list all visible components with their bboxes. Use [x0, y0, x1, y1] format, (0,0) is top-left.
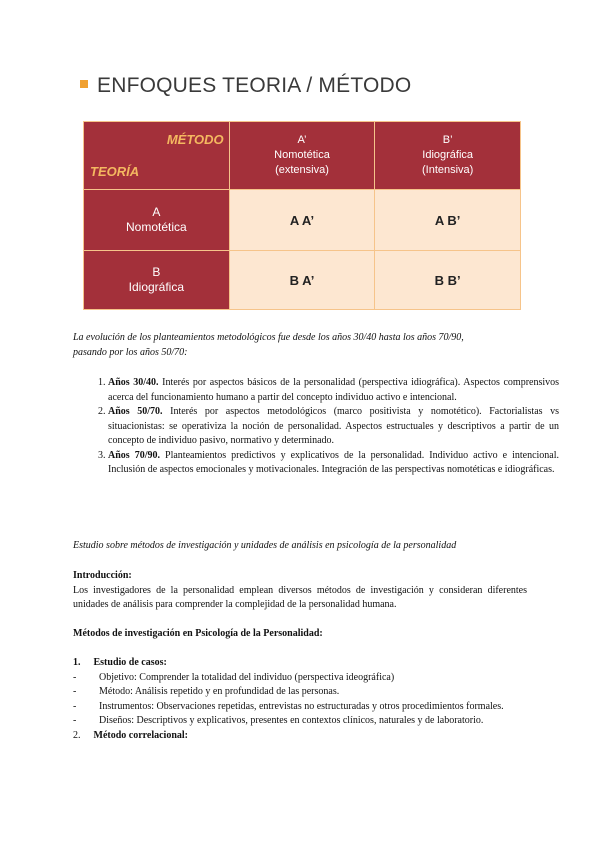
cell-ba: B A’ — [229, 251, 375, 310]
case-study-list — [73, 671, 527, 729]
col2-type: (Intensiva) — [421, 164, 474, 176]
year-label: Años 30/40. — [108, 377, 159, 388]
corr-number: 2. — [73, 729, 81, 741]
col-header-idiografica — [375, 122, 521, 190]
row-header-idiografica — [84, 251, 230, 310]
cell-aa: A A’ — [229, 190, 375, 251]
orange-square-bullet — [80, 80, 88, 88]
list-item: - Instrumentos: Observaciones repetidas, entrevistas no estructuradas y otros procedimientos formales. — [73, 700, 527, 715]
col2-code: B’ — [442, 134, 453, 146]
theory-method-matrix — [83, 121, 521, 310]
case-title: Estudio de casos: — [93, 657, 167, 668]
years-list — [76, 376, 559, 478]
list-item — [108, 449, 559, 478]
introduction-text: Los investigadores de la personalidad emplean diversos métodos de investigación y consideran diferentes unidades de análisis para comprender la complejidad de la personalidad humana. — [73, 584, 527, 610]
study-title: Estudio sobre métodos de investigación y unidades de análisis en psicología de la personalidad — [73, 540, 457, 551]
case-number: 1. — [73, 657, 81, 668]
evolution-intro: La evolución de los planteamientos metodológicos fue desde los años 30/40 hasta los años 70/90, pasando por los años 50/70: — [73, 332, 464, 358]
year-text: Planteamientos predictivos y explicativos de la personalidad. Individuo activo e intencional. Inclusión de aspectos emocionales y motivacionales. Integración de las perspectivas nomotéticas e idiográficas. — [108, 449, 560, 475]
case-study-title — [73, 656, 527, 671]
list-item — [108, 405, 559, 449]
year-text: Interés por aspectos básicos de la personalidad (perspectiva idiográfica). Aspectos comprensivos acerca del funcionamiento humano a partir del concepto individuo activo e intencional. — [108, 377, 560, 403]
row-header-nomotetica — [84, 190, 230, 251]
matrix-corner-cell — [84, 122, 230, 190]
row2-name: Idiográfica — [128, 280, 185, 294]
list-item — [108, 376, 559, 405]
cell-bb: B B’ — [375, 251, 521, 310]
methods-heading-text: Métodos de investigación en Psicología de la Personalidad: — [73, 628, 323, 639]
row1-name: Nomotética — [125, 220, 187, 234]
corr-title: Método correlacional: — [93, 729, 189, 741]
year-text: Interés por aspectos metodológicos (marco positivista y nomotético). Factorialistas vs situacionistas: se operativiza la noción de personalidad. Aspectos estructuales y descriptivos a partir de un concepto de individuo pasivo, normativo y determinado. — [108, 406, 560, 446]
year-label: Años 70/90. — [108, 449, 160, 461]
heading-text: ENFOQUES TEORIA / MÉTODO — [97, 74, 412, 97]
col1-code: A’ — [297, 134, 307, 146]
methods-heading — [73, 627, 527, 642]
col-header-nomotetica — [229, 122, 375, 190]
introduction-section — [73, 569, 527, 613]
section-heading — [80, 74, 411, 98]
col1-type: (extensiva) — [275, 164, 329, 176]
list-item: - Objetivo: Comprender la totalidad del individuo (perspectiva ideográfica) — [73, 671, 527, 686]
col1-name: Nomotética — [274, 149, 330, 161]
list-item: - Método: Análisis repetido y en profundidad de las personas. — [73, 685, 527, 700]
list-item: - Diseños: Descriptivos y explicativos, presentes en contextos clínicos, naturales y de laboratorio. — [73, 714, 527, 729]
correlational-title — [73, 729, 527, 744]
introduction-heading: Introducción: — [73, 570, 132, 581]
year-label: Años 50/70. — [108, 406, 163, 417]
row2-code: B — [152, 265, 161, 279]
col2-name: Idiográfica — [422, 149, 474, 161]
row1-code: A — [152, 205, 161, 219]
corner-col-label: MÉTODO — [166, 132, 224, 147]
cell-ab: A B’ — [375, 190, 521, 251]
case-study-section — [73, 656, 527, 743]
corner-row-label: TEORÍA — [90, 164, 140, 179]
